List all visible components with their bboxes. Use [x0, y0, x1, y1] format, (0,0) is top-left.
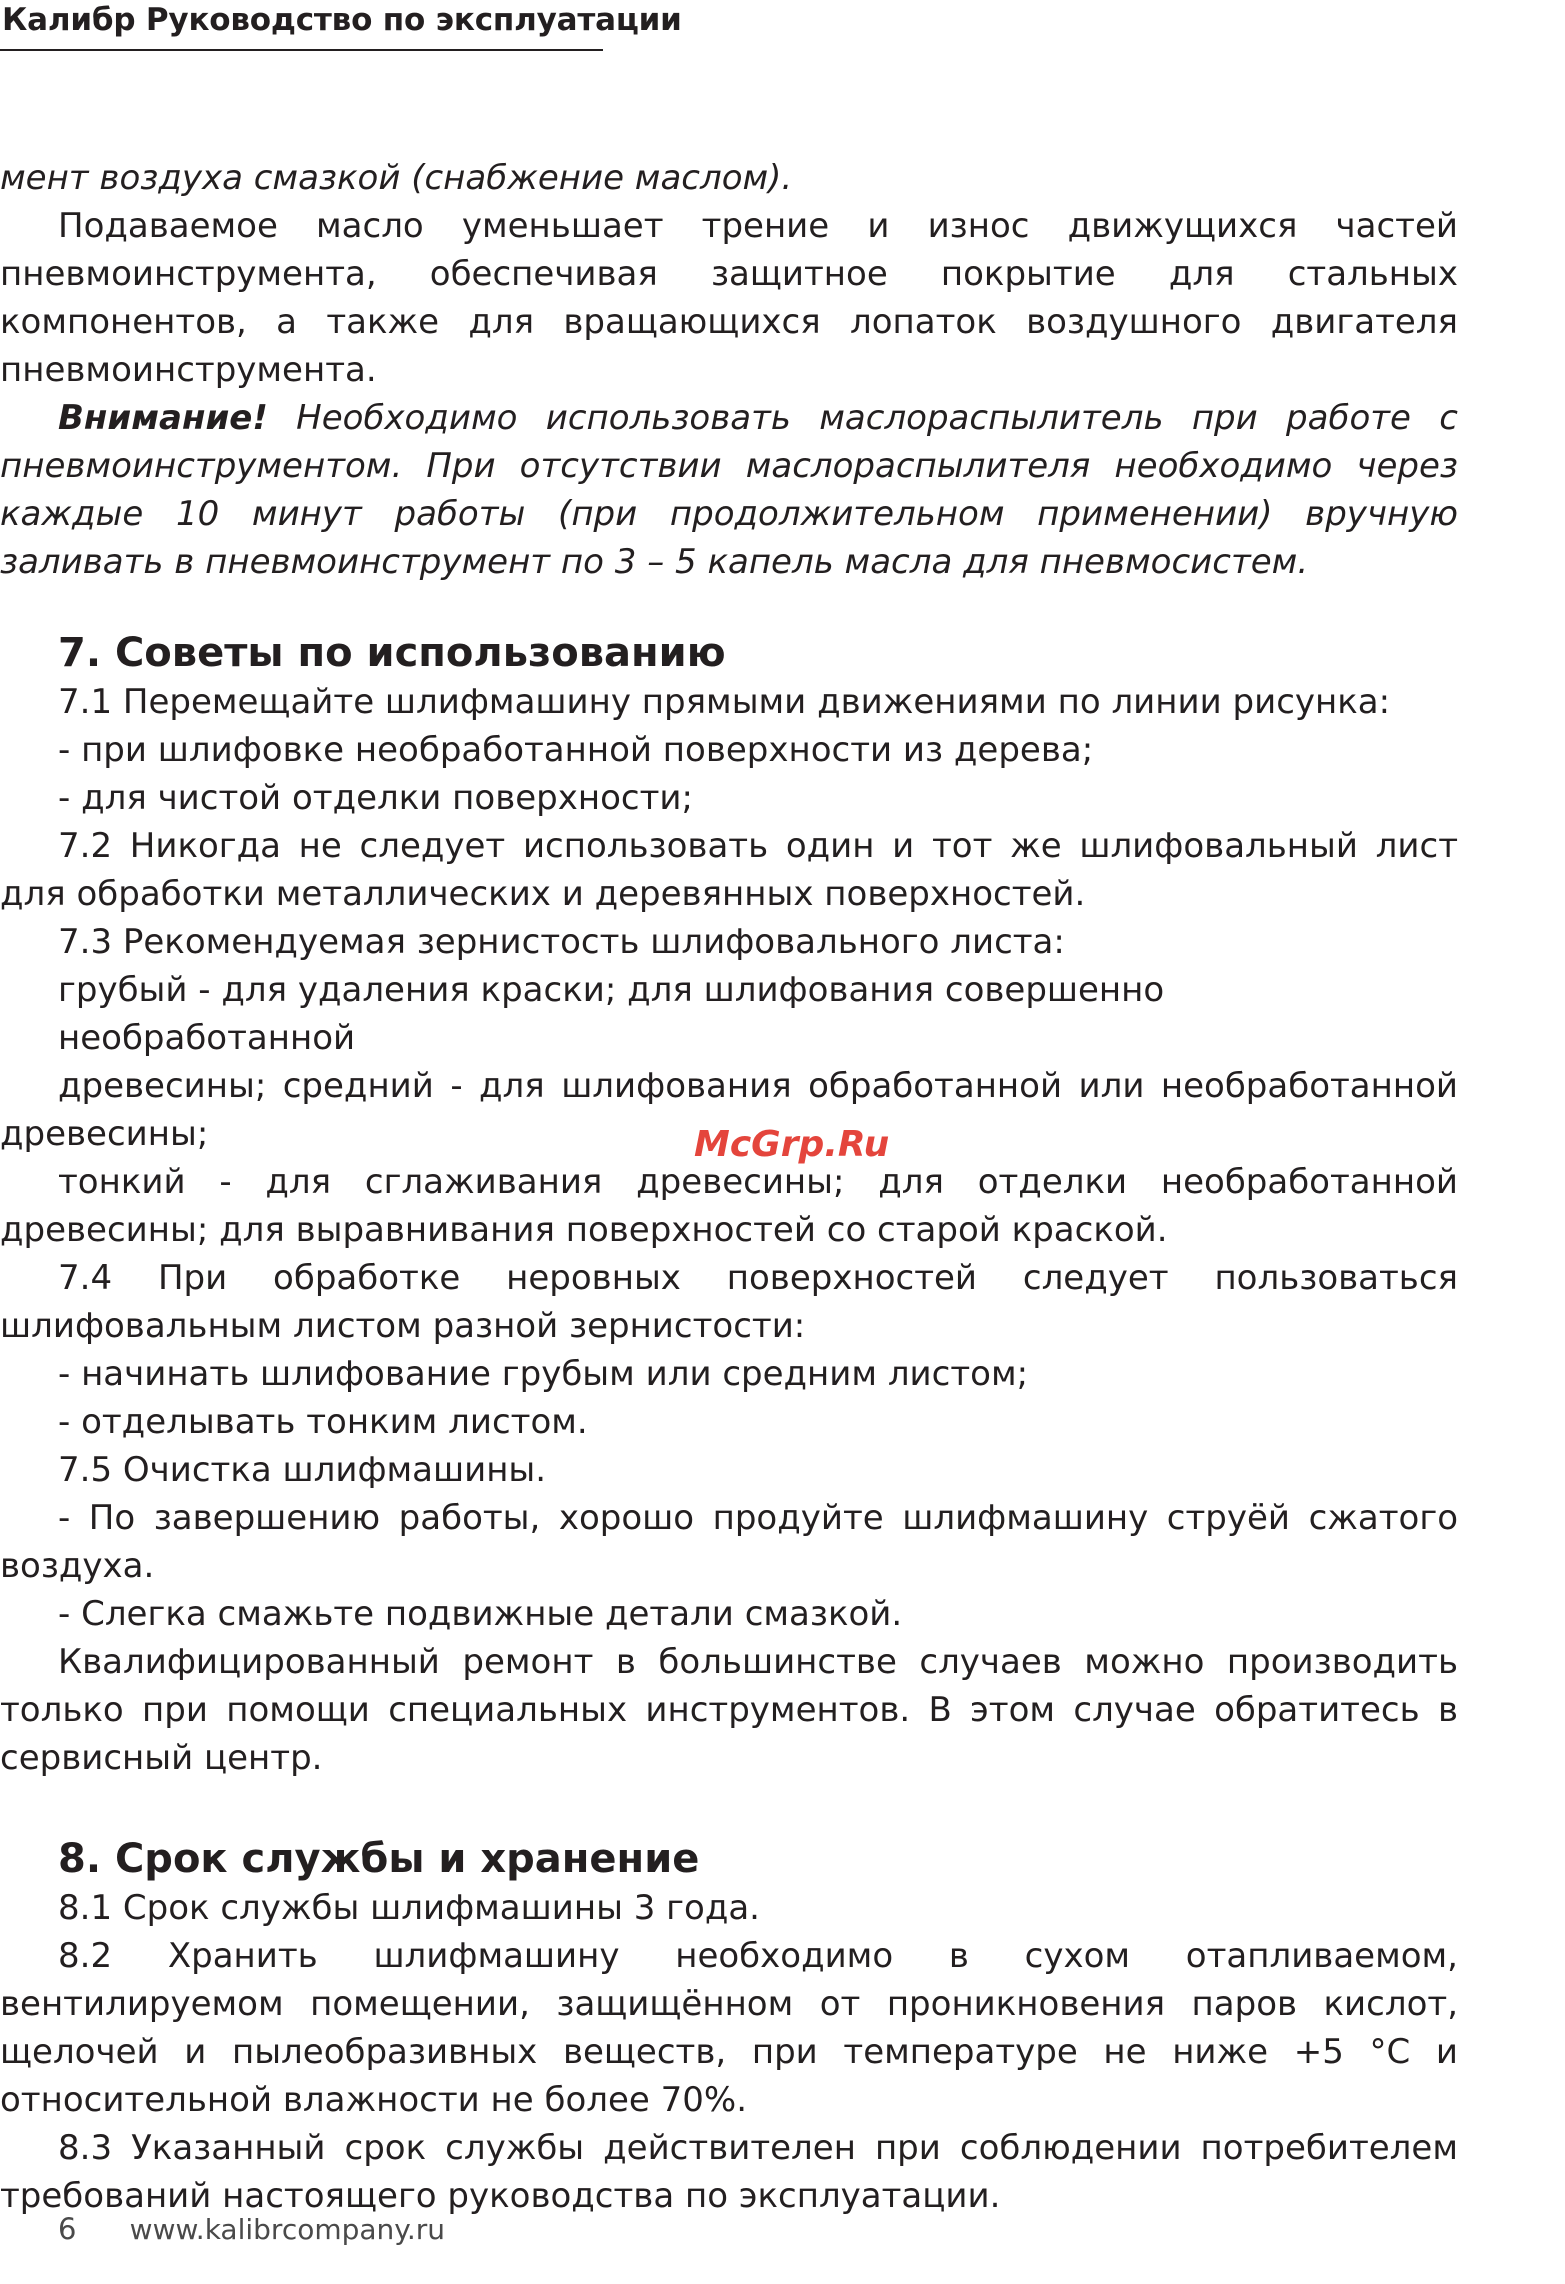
list-item: древесины; средний - для шлифования обработанной или необработанной древесины;	[0, 1066, 1458, 1154]
attention-text: Необходимо использовать маслораспылитель при работе с пневмоинструментом. При отсутствии маслораспылителя необходимо через каждые 10 минут работы (при продолжительном применении) вручную заливать в пневмоинструмент по 3 – 5 капель масла для пневмосистем.	[0, 398, 1458, 582]
list-item: 7.1 Перемещайте шлифмашину прямыми движениями по линии рисунка:	[58, 682, 1391, 722]
footer-url[interactable]: www.kalibrcompany.ru	[129, 2213, 446, 2246]
list-item: грубый - для удаления краски; для шлифования совершенно необработанной	[58, 970, 1165, 1058]
list-item: - Слегка смажьте подвижные детали смазкой.	[58, 1594, 903, 1634]
list-item: - отделывать тонким листом.	[58, 1402, 588, 1442]
list-item: - По завершению работы, хорошо продуйте шлифмашину струёй сжатого воздуха.	[0, 1498, 1458, 1586]
watermark: McGrp.Ru	[694, 1124, 890, 1165]
intro-paragraph: Подаваемое масло уменьшает трение и износ движущихся частей пневмоинструмента, обеспечивая защитное покрытие для стальных компонентов, а также для вращающихся лопаток воздушного двигателя пневмоинструмента.	[0, 206, 1458, 390]
list-item: - начинать шлифование грубым или средним листом;	[58, 1354, 1029, 1394]
list-item: 7.3 Рекомендуемая зернистость шлифовального листа:	[58, 922, 1065, 962]
list-item: 8.1 Срок службы шлифмашины 3 года.	[58, 1888, 760, 1928]
list-item: 8.3 Указанный срок службы действителен при соблюдении потребителем требований настоящего руководства по эксплуатации.	[0, 2128, 1458, 2216]
page-header	[0, 0, 682, 51]
list-item: 7.2 Никогда не следует использовать один и тот же шлифовальный лист для обработки металлических и деревянных поверхностей.	[0, 826, 1458, 914]
attention-label: Внимание!	[58, 398, 268, 438]
attention-paragraph	[0, 394, 1458, 586]
list-item: 7.4 При обработке неровных поверхностей следует пользоваться шлифовальным листом разной зернистости:	[0, 1258, 1458, 1346]
intro-line: мент воздуха смазкой (снабжение маслом).	[0, 158, 793, 198]
page-footer	[58, 2212, 445, 2246]
document-title: Калибр Руководство по эксплуатации	[2, 2, 682, 38]
list-item: - при шлифовке необработанной поверхности из дерева;	[58, 730, 1094, 770]
page-number: 6	[58, 2212, 77, 2246]
list-item: 7.5 Очистка шлифмашины.	[58, 1450, 547, 1490]
list-item: - для чистой отделки поверхности;	[58, 778, 693, 818]
section-8-title: 8. Срок службы и хранение	[58, 1836, 700, 1882]
list-item: тонкий - для сглаживания древесины; для отделки необработанной древесины; для выравнивания поверхностей со старой краской.	[0, 1162, 1458, 1250]
list-item: 8.2 Хранить шлифмашину необходимо в сухом отапливаемом, вентилируемом помещении, защищённом от проникновения паров кислот, щелочей и пылеобразивных веществ, при температуре не ниже +5 °С и относительной влажности не более 70%.	[0, 1936, 1458, 2120]
list-item: Квалифицированный ремонт в большинстве случаев можно производить только при помощи специальных инструментов. В этом случае обратитесь в сервисный центр.	[0, 1642, 1458, 1778]
section-7-title: 7. Советы по использованию	[58, 630, 726, 676]
page-content	[0, 154, 1458, 2220]
